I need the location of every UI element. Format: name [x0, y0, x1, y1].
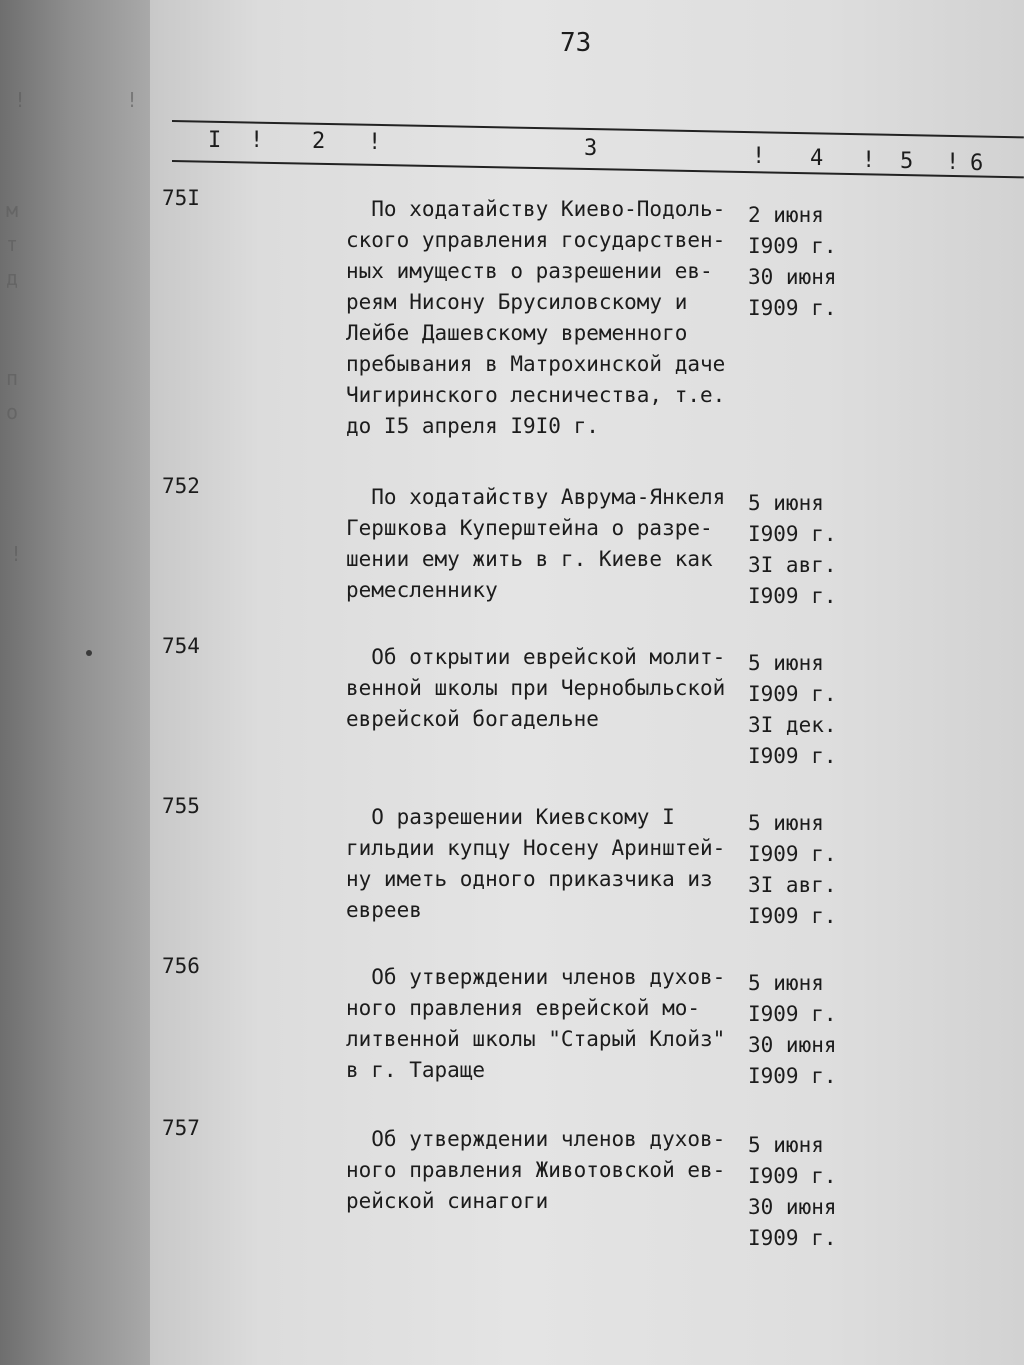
edge-mark: д — [6, 266, 19, 290]
header-col-5: 5 — [900, 149, 914, 174]
page-number: 73 — [560, 28, 592, 58]
row-number: 75I — [162, 186, 200, 210]
header-separator: ! — [250, 128, 264, 153]
row-dates: 5 июня I909 г. 3I дек. I909 г. — [748, 651, 837, 768]
row-description: По ходатайству Аврума-Янкеля Гершкова Куперштейна о разре- шении ему жить в г. Киеве как ремесленнику — [346, 485, 726, 602]
row-dates: 5 июня I909 г. 3I авг. I909 г. — [748, 491, 837, 608]
header-separator: ! — [862, 148, 876, 173]
row-description: По ходатайству Киево-Подоль- ского управления государствен- ных имуществ о разрешении ев- реям Нисону Брусиловскому и Лейбе Дашевскому временного пребывания в Матрохинской даче Чигиринского лесничества, т.е. до I5 апреля I9I0 г. — [346, 197, 726, 438]
edge-mark: п — [6, 366, 19, 390]
edge-mark: ! — [126, 88, 139, 112]
row-dates: 5 июня I909 г. 30 июня I909 г. — [748, 1133, 837, 1250]
row-number: 755 — [162, 794, 200, 818]
header-col-3: 3 — [584, 136, 598, 161]
edge-mark: м — [6, 198, 19, 222]
row-description: Об утверждении членов духов- ного правления Животовской ев- рейской синагоги — [346, 1127, 726, 1213]
header-separator: ! — [946, 150, 960, 175]
header-col-2: 2 — [312, 129, 326, 154]
edge-mark: о — [6, 400, 19, 424]
row-dates: 2 июня I909 г. 30 июня I909 г. — [748, 203, 837, 320]
edge-mark: ! — [14, 88, 27, 112]
row-dates: 5 июня I909 г. 3I авг. I909 г. — [748, 811, 837, 928]
header-separator: ! — [368, 130, 382, 155]
punch-dot — [86, 650, 92, 656]
left-page-edge — [0, 0, 150, 1365]
row-dates: 5 июня I909 г. 30 июня I909 г. — [748, 971, 837, 1088]
row-description: О разрешении Киевскому I гильдии купцу Носену Аринштей- ну иметь одного приказчика из евреев — [346, 805, 726, 922]
header-col-4: 4 — [810, 146, 824, 171]
header-bottom-rule — [172, 160, 1024, 178]
row-description: Об открытии еврейской молит- венной школы при Чернобыльской еврейской богадельне — [346, 645, 726, 731]
row-number: 756 — [162, 954, 200, 978]
edge-mark: т — [6, 232, 19, 256]
row-number: 757 — [162, 1116, 200, 1140]
header-col-1: I — [208, 128, 222, 153]
header-separator: ! — [752, 144, 766, 169]
row-number: 752 — [162, 474, 200, 498]
edge-mark: ! — [10, 542, 23, 566]
row-number: 754 — [162, 634, 200, 658]
row-description: Об утверждении членов духов- ного правления еврейской мо- литвенной школы "Старый Клойз" в г. Тараще — [346, 965, 726, 1082]
header-col-6: 6 — [970, 151, 984, 176]
header-top-rule — [172, 120, 1024, 138]
